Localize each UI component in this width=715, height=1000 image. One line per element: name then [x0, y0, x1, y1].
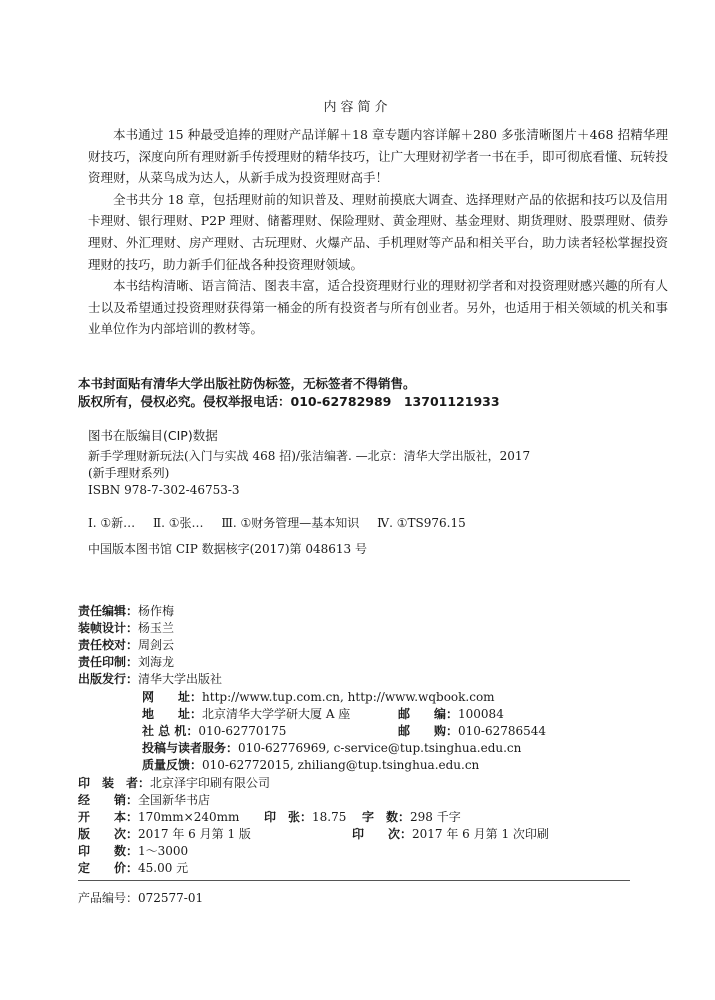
distributor-value: 全国新华书店 — [138, 793, 211, 807]
spec-format — [78, 808, 239, 825]
staff-publisher — [78, 670, 222, 687]
cip-line: 新手学理财新玩法(入门与实战 468 招)/张洁编著. —北京：清华大学出版社，2017 — [88, 449, 531, 463]
cip-line: ISBN 978-7-302-46753-3 — [88, 483, 240, 497]
publisher-quality — [142, 756, 479, 773]
quality-value: 010-62772015, zhiliang@tup.tsinghua.edu.cn — [202, 758, 480, 772]
edition-value: 2017 年 6 月第 1 版 — [138, 827, 251, 841]
publisher-service — [142, 739, 521, 756]
postcode-value: 100084 — [458, 707, 504, 721]
spec-sheets — [264, 808, 346, 825]
cip-class-item: Ⅰ. ①新… — [88, 516, 136, 530]
spec-printing — [352, 825, 549, 842]
publisher-address — [142, 705, 350, 722]
distributor-label: 经 销： — [78, 793, 139, 807]
address-value: 北京清华大学学研大厦 A 座 — [202, 707, 351, 721]
staff-label: 出版发行： — [78, 672, 139, 686]
switchboard-label: 社 总 机： — [142, 724, 199, 738]
quality-label: 质量反馈： — [142, 758, 203, 772]
copyright-notice: 版权所有，侵权必究。侵权举报电话：010-62782989 13701121933 — [78, 394, 500, 409]
spec-printer — [78, 774, 270, 791]
mail-order-label: 邮 购： — [398, 724, 459, 738]
staff-editor — [78, 602, 174, 619]
printer-value: 北京泽宇印刷有限公司 — [150, 776, 271, 790]
service-value: 010-62776969, c-service@tup.tsinghua.edu.cn — [238, 741, 522, 755]
staff-label: 责任校对： — [78, 638, 139, 652]
staff-value: 杨作梅 — [138, 604, 175, 618]
cip-line: (新手理财系列) — [88, 466, 170, 480]
summary-paragraph: 本书结构清晰、语言简洁、图表丰富，适合投资理财行业的理财初学者和对投资理财感兴趣的所有人士以及希望通过投资理财获得第一桶金的所有投资者与所有创业者。另外，也适用于相关领域的机关和事业单位作为内部培训的教材等。 — [88, 278, 668, 337]
publisher-switchboard — [142, 722, 286, 739]
publisher-postcode — [398, 705, 504, 722]
staff-value: 杨玉兰 — [138, 621, 175, 635]
website-value: http://www.tup.com.cn, http://www.wqbook.com — [202, 690, 495, 704]
postcode-label: 邮 编： — [398, 707, 459, 721]
cip-title: 图书在版编目(CIP)数据 — [88, 428, 218, 443]
staff-value: 刘海龙 — [138, 655, 175, 669]
cip-classification — [88, 514, 480, 531]
cip-class-item: Ⅲ. ①财务管理—基本知识 — [221, 516, 360, 530]
format-value: 170mm×240mm — [138, 810, 240, 824]
staff-proofreader — [78, 636, 174, 653]
printing-label: 印 次： — [352, 827, 413, 841]
price-label: 定 价： — [78, 861, 139, 875]
staff-printing-manager — [78, 653, 174, 670]
cip-verification: 中国版本图书馆 CIP 数据核字(2017)第 048613 号 — [88, 542, 367, 556]
summary-paragraph: 全书共分 18 章，包括理财前的知识普及、理财前摸底大调查、选择理财产品的依据和技巧以及信用卡理财、银行理财、P2P 理财、储蓄理财、保险理财、黄金理财、基金理财、期货理财、股票理财、债券理财、外汇理财、房产理财、古玩理财、火爆产品、手机理财等产品和相关平台，助力读者轻松掌握投资理财的技巧，助力新手们征战各种投资理财领域。 — [88, 191, 668, 272]
website-label: 网 址： — [142, 690, 203, 704]
sheets-label: 印 张： — [264, 810, 313, 824]
summary-body — [88, 124, 668, 340]
publisher-mail-order — [398, 722, 546, 739]
summary-paragraph: 本书通过 15 种最受追捧的理财产品详解＋18 章专题内容详解＋280 多张清晰图片＋468 招精华理财技巧，深度向所有理财新手传授理财的精华技巧，让广大理财初学者一书在手，即可彻底看懂、玩转投资理财，从菜鸟成为达人，从新手成为投资理财高手！ — [88, 127, 668, 186]
publisher-website — [142, 688, 495, 705]
format-label: 开 本： — [78, 810, 139, 824]
product-code: 产品编号：072577-01 — [78, 891, 204, 905]
cip-class-item: Ⅱ. ①张… — [152, 516, 204, 530]
staff-value: 周剑云 — [138, 638, 175, 652]
words-value: 298 千字 — [410, 810, 461, 824]
service-label: 投稿与读者服务： — [142, 741, 239, 755]
printing-value: 2017 年 6 月第 1 次印刷 — [412, 827, 549, 841]
spec-distributor — [78, 791, 210, 808]
price-value: 45.00 元 — [138, 861, 189, 875]
spec-words — [362, 808, 461, 825]
mail-order-value: 010-62786544 — [458, 724, 547, 738]
address-label: 地 址： — [142, 707, 203, 721]
staff-value: 清华大学出版社 — [138, 672, 223, 686]
copies-label: 印 数： — [78, 844, 139, 858]
anti-fake-notice: 本书封面贴有清华大学出版社防伪标签，无标签者不得销售。 — [78, 376, 416, 391]
staff-label: 责任编辑： — [78, 604, 139, 618]
staff-label: 责任印制： — [78, 655, 139, 669]
switchboard-value: 010-62770175 — [198, 724, 287, 738]
staff-designer — [78, 619, 174, 636]
copies-value: 1～3000 — [138, 844, 189, 858]
cip-class-item: Ⅳ. ①TS976.15 — [377, 516, 466, 530]
spec-price — [78, 859, 188, 876]
summary-title: 内容简介 — [323, 100, 392, 115]
edition-label: 版 次： — [78, 827, 139, 841]
spec-edition — [78, 825, 251, 842]
words-label: 字 数： — [362, 810, 411, 824]
divider — [78, 880, 630, 881]
cip-record — [88, 448, 530, 499]
spec-copies — [78, 842, 188, 859]
staff-label: 装帧设计： — [78, 621, 139, 635]
sheets-value: 18.75 — [312, 810, 347, 824]
printer-label: 印 装 者： — [78, 776, 151, 790]
